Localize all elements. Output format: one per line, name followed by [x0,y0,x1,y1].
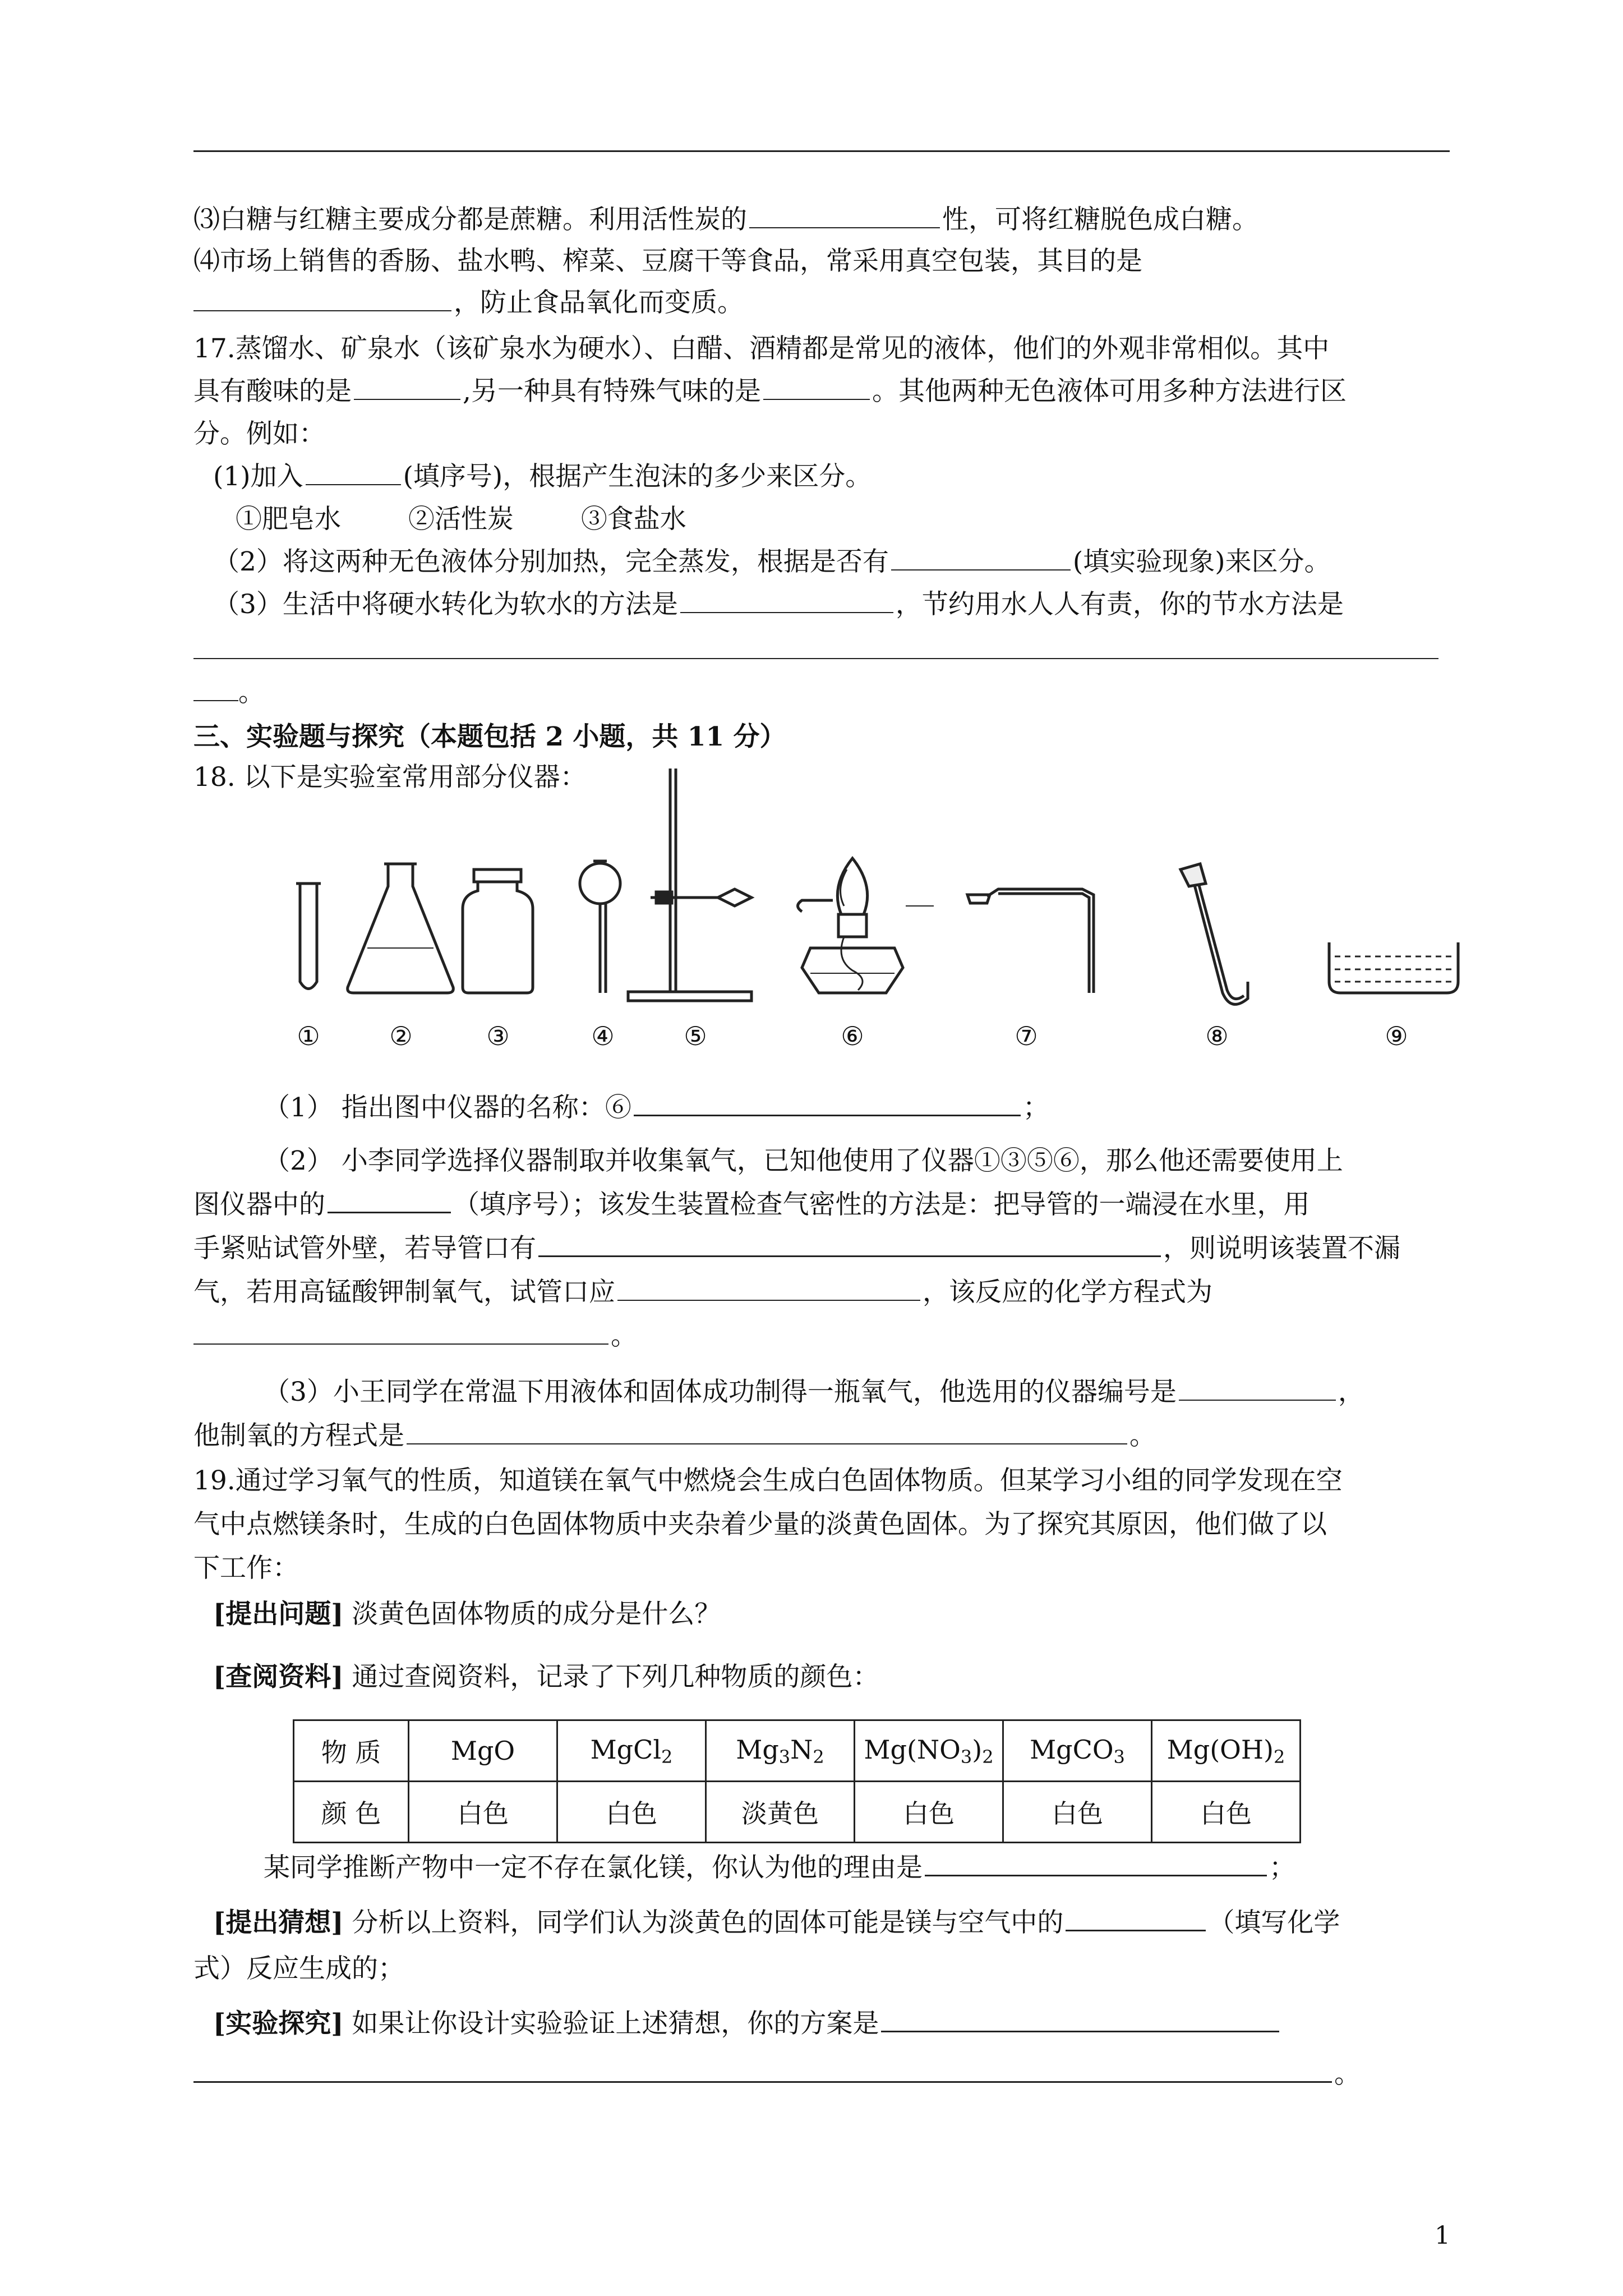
table-cell: 淡黄色 [706,1782,855,1843]
blank[interactable] [193,700,238,701]
table-cell: $Mg(OH)_2$ [1152,1720,1301,1782]
table-cell: 颜 色 [294,1782,409,1843]
experiment: [实验探究] 如果让你设计实验验证上述猜想，你的方案是 [213,2007,1469,2041]
item-3: ⑶白糖与红糖主要成分都是蔗糖。利用活性炭的 性，可将红糖脱色成白糖。 [193,204,1258,235]
reference-info: [查阅资料] 通过查阅资料，记录了下列几种物质的颜色： [213,1662,879,1692]
apparatus-label: ③ [486,1021,510,1051]
inference-line: 某同学推断产物中一定不存在氯化镁，你认为他的理由是 ； [264,1852,1295,1883]
apparatus-label: ⑨ [1385,1021,1408,1051]
blank[interactable] [193,657,1438,659]
q18-part2-cont: 图仪器中的 （填序号）；该发生装置检查气密性的方法是：把导管的一端浸在水里，用 [193,1189,1310,1220]
experiment-cont: 。 [193,2058,1450,2091]
q18-part3-cont: 他制氧的方程式是 。 [193,1420,1156,1451]
blank[interactable] [193,1343,608,1345]
blank[interactable] [193,2081,1332,2083]
table-cell: 白色 [409,1782,557,1843]
table-cell: $Mg(NO_3)_2$ [855,1720,1003,1782]
blank[interactable] [538,1255,1161,1257]
q17-end: 。 [193,676,1450,710]
q18-part2-cont2: 手紧贴试管外壁，若导管口有 ，则说明该装置不漏 [193,1233,1400,1264]
conical-flask-icon [348,864,454,993]
table-cell: 白色 [557,1782,706,1843]
apparatus-label: ① [297,1021,320,1051]
blank[interactable] [881,2030,1279,2032]
table-cell: $Mg_3N_2$ [706,1720,855,1782]
item-4: ⑷市场上销售的香肠、盐水鸭、榨菜、豆腐干等食品，常采用真空包装，其目的是 [193,246,1142,277]
q17-options: ①肥皂水 ②活性炭 ③食盐水 [236,504,686,535]
delivery-tube-icon [906,889,1094,993]
question-18: 18. 以下是实验室常用部分仪器： [193,762,587,793]
table-cell: 白色 [855,1782,1003,1843]
question-19: 19.通过学习氧气的性质，知道镁在氧气中燃烧会生成白色固体物质。但某学习小组的同学发现在空 [193,1465,1343,1496]
question-17-cont2: 分。例如： [193,418,325,449]
apparatus-label: ⑦ [1015,1021,1038,1051]
q18-part2-cont3: 气，若用高锰酸钾制氧气，试管口应 ，该反应的化学方程式为 [193,1277,1212,1308]
blank[interactable] [891,569,1071,570]
header-rule [193,150,1450,152]
blank[interactable] [634,1114,1021,1116]
q17-part2: （2）将这两种无色液体分别加热，完全蒸发，根据是否有 (填实验现象)来区分。 [213,546,1331,577]
item-4-cont: ，防止食品氧化而变质。 [193,286,1450,320]
hypothesis-cont: 式）反应生成的； [193,1953,404,1984]
q17-answer-line[interactable] [193,634,1450,668]
question-19-cont: 气中点燃镁条时，生成的白色固体物质中夹杂着少量的淡黄色固体。为了探究其原因，他们做了以 [193,1509,1327,1540]
apparatus-label: ④ [591,1021,615,1051]
table-cell: MgCl$_2$ [557,1720,706,1782]
table-row [294,1782,1301,1843]
blank[interactable] [193,310,451,311]
table-cell: 物 质 [294,1720,409,1782]
water-trough-icon [1329,942,1458,993]
apparatus-figure [269,757,1481,1049]
q18-part3: （3）小王同学在常温下用液体和固体成功制得一瓶氧气，他选用的仪器编号是 ， [264,1377,1364,1407]
table-row [294,1720,1301,1782]
q18-part2: （2） 小李同学选择仪器制取并收集氧气，已知他使用了仪器①③⑤⑥，那么他还需要使用上 [264,1145,1343,1176]
page-number: 1 [1435,2221,1450,2250]
blank[interactable] [749,227,940,228]
test-tube-icon [296,884,321,989]
blank[interactable] [354,398,460,400]
blank[interactable] [763,398,870,400]
section-3-heading: 三、实验题与探究（本题包括 2 小题，共 11 分） [193,721,786,752]
question-17-cont: 具有酸味的是 ,另一种具有特殊气味的是 。其他两种无色液体可用多种方法进行区 [193,376,1347,407]
question-19-cont2: 下工作： [193,1553,299,1584]
iron-stand-icon [628,769,751,1001]
table-cell: 白色 [1152,1782,1301,1843]
table-cell: MgCO$_3$ [1003,1720,1152,1782]
q18-part2-cont4: 。 [193,1319,1450,1353]
blank[interactable] [306,484,401,485]
ask-question: [提出问题] 淡黄色固体物质的成分是什么？ [213,1599,721,1630]
apparatus-label: ② [389,1021,413,1051]
blank[interactable] [328,1211,451,1213]
hypothesis: [提出猜想] 分析以上资料，同学们认为淡黄色的固体可能是镁与空气中的 （填写化学 [213,1907,1340,1938]
funnel-icon [580,861,620,993]
alcohol-lamp-icon [798,858,903,993]
apparatus-label: ⑤ [684,1021,707,1051]
blank[interactable] [925,1874,1267,1876]
table-cell: 白色 [1003,1782,1152,1843]
blank[interactable] [1179,1399,1336,1401]
gas-bottle-icon [463,869,533,993]
blank[interactable] [1066,1929,1206,1931]
question-17: 17.蒸馏水、矿泉水（该矿泉水为硬水）、白醋、酒精都是常见的液体，他们的外观非常相似。其中 [193,333,1330,364]
apparatus-label: ⑧ [1205,1021,1229,1051]
blank[interactable] [680,611,893,613]
table-cell: MgO [409,1720,557,1782]
apparatus-label: ⑥ [841,1021,864,1051]
q17-part1: (1)加入 (填序号)，根据产生泡沫的多少来区分。 [213,461,872,492]
q18-part1: （1） 指出图中仪器的名称：⑥ ； [264,1092,1049,1123]
q17-part3: （3）生活中将硬水转化为软水的方法是 ，节约用水人人有责，你的节水方法是 [213,589,1344,620]
blank[interactable] [617,1299,920,1301]
blank[interactable] [407,1443,1127,1444]
substance-color-table [293,1719,1301,1843]
bent-tube-icon [1181,864,1248,1004]
